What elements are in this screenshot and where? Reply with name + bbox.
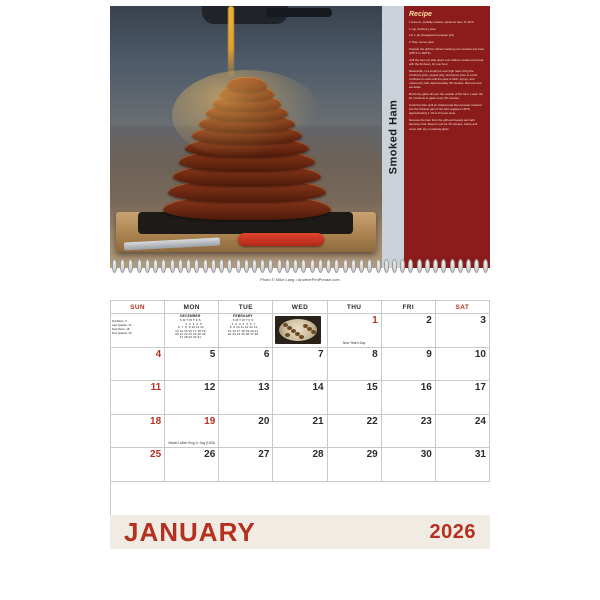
mini-month-name: FEBRUARY — [233, 314, 253, 318]
binding-coil — [417, 259, 422, 273]
day-number: 13 — [258, 382, 270, 394]
calendar-weeks — [111, 314, 490, 482]
spiral-ham — [162, 55, 332, 220]
binding-coil — [285, 259, 290, 273]
day-number: 16 — [420, 382, 432, 394]
mini-month-week: 22 23 24 25 26 27 28 — [227, 332, 259, 337]
binding-coil — [194, 259, 199, 273]
ham-photograph — [110, 6, 382, 268]
day-number: 11 — [150, 382, 162, 394]
calendar-day-cell[interactable] — [328, 415, 382, 449]
calendar-day-cell[interactable] — [382, 314, 436, 348]
mini-month-week: 6 7 8 9 10 11 12 — [176, 325, 204, 330]
recipe-line: 2 Tbsp. lemon juice — [409, 40, 435, 45]
calendar-day-cell[interactable] — [165, 348, 219, 382]
binding-coil — [112, 259, 117, 273]
month-footer — [110, 515, 490, 549]
moon-phase-item: Full Moon: 3 — [112, 320, 127, 323]
binding-coil — [170, 259, 175, 273]
calendar-day-cell[interactable] — [111, 448, 165, 482]
day-number: 14 — [312, 382, 324, 394]
binding-coil — [474, 259, 479, 273]
mini-month-week: 15 16 17 18 19 20 21 — [227, 328, 259, 333]
calendar-day-cell[interactable] — [328, 348, 382, 382]
day-number: 22 — [366, 415, 378, 427]
recipe-line: Cook the ham until an instant-read thermometer inserted into the thickest part of the ham registers 140°F, approximately 1 1/2 to 2 hours more. — [409, 103, 482, 116]
day-number: 8 — [372, 348, 378, 360]
binding-coil — [178, 259, 183, 273]
calendar-day-cell[interactable] — [382, 348, 436, 382]
binding-coil — [153, 259, 158, 273]
calendar-day-cell[interactable] — [436, 348, 490, 382]
day-number: 4 — [155, 348, 162, 360]
moon-phase-item: First Quarter: 26 — [112, 332, 132, 336]
day-number: 9 — [426, 348, 432, 360]
binding-coil — [483, 259, 488, 273]
red-pepper — [238, 233, 324, 246]
binding-coil — [137, 259, 142, 273]
day-header-tue: TUE — [219, 301, 273, 314]
food-thumbnail-image — [275, 316, 321, 344]
binding-coil — [252, 259, 257, 273]
calendar-day-cell[interactable] — [219, 415, 273, 449]
binding-coil — [441, 259, 446, 273]
moon-phase-list — [112, 315, 164, 346]
calendar-day-cell[interactable] — [436, 415, 490, 449]
mini-month-week: 8 9 10 11 12 13 14 — [228, 325, 258, 330]
calendar-day-cell[interactable] — [111, 381, 165, 415]
mini-month-header: S M T W T F S — [179, 318, 201, 323]
binding-coil — [425, 259, 430, 273]
day-header-fri: FRI — [382, 301, 436, 314]
recipe-title-strip — [382, 6, 404, 268]
calendar-day-cell[interactable] — [219, 348, 273, 382]
binding-coil — [120, 259, 125, 273]
mini-month-week: 20 21 22 23 24 25 26 — [175, 332, 206, 337]
recipe-line: Brush the glaze all over the outside of the ham. Lower the lid. Continue to glaze every 30 minutes. — [409, 92, 483, 101]
saucepan-handle — [266, 8, 332, 17]
binding-coil — [203, 259, 208, 273]
day-number: 27 — [258, 449, 270, 461]
day-of-week-header-row — [111, 301, 490, 314]
binding-coil — [351, 259, 356, 273]
day-number: 6 — [263, 348, 270, 360]
calendar-info-cell[interactable] — [165, 314, 219, 348]
binding-coil — [392, 259, 397, 273]
day-number: 29 — [366, 449, 378, 461]
day-header-mon: MON — [165, 301, 219, 314]
calendar-day-cell[interactable] — [328, 314, 382, 348]
calendar-day-cell[interactable] — [382, 381, 436, 415]
day-number: 18 — [150, 415, 162, 427]
calendar-day-cell[interactable] — [165, 381, 219, 415]
day-number: 19 — [204, 415, 216, 427]
calendar-day-cell[interactable] — [273, 415, 327, 449]
calendar-info-cell[interactable] — [111, 314, 259, 348]
calendar-day-cell[interactable] — [436, 381, 490, 415]
binding-coil — [244, 259, 249, 273]
calendar-day-cell[interactable] — [328, 381, 382, 415]
day-number: 12 — [204, 382, 216, 394]
wire-binding — [110, 258, 490, 274]
day-number: 25 — [150, 449, 162, 461]
calendar-day-cell[interactable] — [111, 415, 165, 449]
recipe-title: Smoked Ham — [387, 99, 400, 175]
binding-coil — [400, 259, 405, 273]
day-event-note: Martin Luther King Jr. Day (USA) — [168, 441, 215, 446]
binding-coil — [145, 259, 150, 273]
binding-coil — [466, 259, 471, 273]
recipe-line: Meanwhile, in a small pot over high heat, bring the cranberry juice, pepper jelly, and lemon juice to a boil. Continue to cook until the juice is thick, syrupy, and reduced by half, approximately 45 minutes. Remove and set aside. — [409, 68, 482, 90]
binding-coil — [334, 259, 339, 273]
month-label: JANUARY — [124, 516, 256, 547]
day-number: 23 — [420, 415, 432, 427]
mini-month-week: 27 28 29 30 31 — [179, 335, 202, 340]
binding-coil — [376, 259, 381, 273]
binding-coil — [310, 259, 315, 273]
day-number: 17 — [474, 382, 486, 394]
binding-coil — [186, 259, 191, 273]
binding-coil — [343, 259, 348, 273]
calendar-day-cell[interactable] — [273, 348, 327, 382]
calendar-day-cell[interactable] — [273, 381, 327, 415]
recipe-line: Prepare the grill for indirect cooking over medium-low heat (250°F to 300°F). — [409, 46, 484, 56]
binding-coil — [450, 259, 455, 273]
calendar-day-cell[interactable] — [436, 314, 490, 348]
calendar-day-cell[interactable] — [219, 381, 273, 415]
binding-coil — [211, 259, 216, 273]
calendar-info-cell[interactable] — [273, 314, 327, 348]
recipe-line: Grill the ham cut side down over indirect medium-low heat, with the lid down, for one hour. — [409, 57, 485, 66]
calendar-day-cell[interactable] — [382, 448, 436, 482]
calendar-day-cell[interactable] — [111, 348, 165, 382]
binding-coil — [161, 259, 166, 273]
calendar-day-cell[interactable] — [165, 415, 219, 449]
recipe-photo-panel — [110, 6, 490, 268]
day-number: 20 — [258, 415, 270, 427]
recipe-heading: Recipe — [409, 11, 432, 18]
mini-month-header: S M T W T F S — [232, 318, 254, 323]
photo-credit-text: Photo © Mike Lang • AnotherPintPlease.com — [260, 278, 340, 282]
recipe-text-block — [404, 6, 490, 268]
calendar-day-cell[interactable] — [273, 448, 327, 482]
day-header-sun: SUN — [111, 301, 165, 314]
day-header-sat: SAT — [436, 301, 490, 314]
binding-coil — [236, 259, 241, 273]
binding-coil — [301, 259, 306, 273]
moon-phase-item: New Moon: 18 — [112, 328, 130, 332]
day-header-wed: WED — [273, 301, 327, 314]
binding-coil — [260, 259, 265, 273]
day-number: 5 — [209, 348, 216, 360]
binding-coil — [367, 259, 372, 273]
moon-phase-item: Last Quarter: 10 — [112, 324, 132, 328]
calendar-grid — [110, 300, 490, 515]
day-number: 31 — [474, 449, 486, 461]
binding-coil — [433, 259, 438, 273]
mini-month-week: 1 2 3 4 5 — [178, 321, 202, 326]
calendar-day-cell[interactable] — [219, 448, 273, 482]
recipe-line: 1 bone-in, partially cooked, spiral-cut ham, 9–10 lb. — [409, 20, 475, 24]
calendar-day-cell[interactable] — [436, 448, 490, 482]
recipe-line: 1/2 c. jar pineapple-hot pepper jelly — [409, 33, 454, 38]
mini-month-week: 13 14 15 16 17 18 19 — [175, 328, 206, 333]
calendar-info-cell[interactable] — [219, 314, 273, 348]
day-number: 24 — [474, 415, 486, 427]
recipe-line: Remove the ham from the grill and loosely tent with aluminum foil. Allow to rest for 15 minutes. Carve and serve with any remaining glaze. — [409, 118, 478, 131]
binding-coil — [384, 259, 389, 273]
calendar-day-cell[interactable] — [328, 448, 382, 482]
calendar-day-cell[interactable] — [165, 448, 219, 482]
binding-coil — [326, 259, 331, 273]
recipe-lines — [409, 20, 485, 131]
binding-coil — [293, 259, 298, 273]
day-number: 10 — [474, 348, 486, 360]
binding-coil — [268, 259, 273, 273]
mini-month-name: DECEMBER — [180, 314, 201, 318]
binding-coil — [128, 259, 133, 273]
day-number: 1 — [372, 315, 378, 326]
calendar-day-cell[interactable] — [382, 415, 436, 449]
binding-coil — [277, 259, 282, 273]
day-number: 21 — [312, 415, 324, 427]
recipe-line: 1 cup cranberry juice — [409, 26, 436, 31]
day-number: 15 — [366, 382, 378, 394]
day-number: 28 — [312, 449, 324, 461]
day-number: 7 — [318, 348, 324, 360]
day-header-thu: THU — [328, 301, 382, 314]
day-event-note: New Year's Day — [342, 340, 366, 345]
binding-coil — [458, 259, 463, 273]
binding-coil — [318, 259, 323, 273]
day-number: 2 — [426, 315, 432, 326]
binding-coil — [227, 259, 232, 273]
year-label: 2026 — [429, 520, 476, 543]
binding-coil — [219, 259, 224, 273]
mini-month-week: 1 2 3 4 5 6 7 — [230, 321, 256, 326]
binding-coil — [408, 259, 413, 273]
binding-coil — [359, 259, 364, 273]
day-number: 30 — [420, 449, 432, 461]
day-number: 26 — [204, 449, 216, 461]
day-number: 3 — [480, 315, 486, 326]
